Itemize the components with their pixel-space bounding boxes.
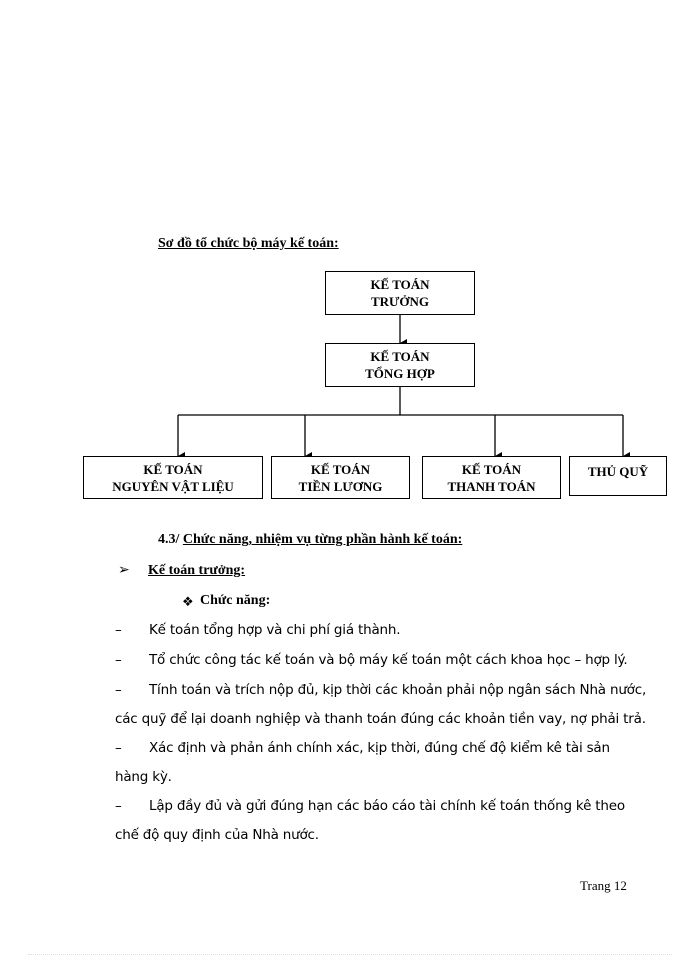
list-item	[115, 740, 633, 790]
list-item-text: các quỹ để lại doanh nghiệp và thanh toán đúng các khoản tiền vay, nợ phải trả.	[115, 711, 646, 727]
section-heading	[158, 532, 462, 548]
box-ke-toan-thanh-toan	[422, 456, 561, 499]
box-line: KẾ TOÁN	[370, 277, 430, 292]
subheading-chuc-nang: Chức năng:	[200, 593, 271, 608]
box-line: TỔNG HỢP	[365, 366, 435, 381]
page-edge-divider	[28, 954, 672, 955]
list-item-text: Tổ chức công tác kế toán và bộ máy kế toán một cách khoa học – hợp lý.	[149, 652, 628, 668]
list-item-text: Xác định và phản ánh chính xác, kịp thời, đúng chế độ kiểm kê tài sản	[149, 740, 610, 756]
box-ke-toan-nguyen-vat-lieu	[83, 456, 263, 499]
diagram-title: Sơ đồ tổ chức bộ máy kế toán:	[158, 236, 339, 251]
section-title: Chức năng, nhiệm vụ từng phần hành kế toán:	[182, 532, 463, 547]
section-number: 4.3/	[158, 532, 180, 547]
list-item	[115, 798, 633, 848]
list-item-text: Lập đầy đủ và gửi đúng hạn các báo cáo tài chính kế toán thống kê theo	[149, 798, 625, 814]
box-line: THỦ QUỸ	[587, 464, 649, 479]
box-ke-toan-truong	[325, 271, 475, 315]
arrow-bullet-icon: ➢	[118, 563, 130, 578]
box-thu-quy	[569, 456, 667, 496]
box-line: KẾ TOÁN	[310, 461, 371, 477]
box-line: NGUYÊN VẬT LIỆU	[112, 478, 234, 494]
list-item-text: chế độ quy định của Nhà nước.	[115, 827, 319, 843]
subheading-ke-toan-truong: Kế toán trưởng:	[148, 563, 246, 578]
list-item-text: hàng kỳ.	[115, 769, 172, 785]
box-line: KẾ TOÁN	[370, 349, 430, 364]
box-line: TIỀN LƯƠNG	[298, 478, 383, 494]
list-item	[115, 622, 633, 642]
dash-bullet: –	[115, 740, 122, 756]
diamond-bullet-icon: ❖	[182, 594, 194, 609]
box-line: TRƯỞNG	[370, 294, 430, 309]
dash-bullet: –	[115, 798, 122, 814]
dash-bullet: –	[115, 652, 122, 668]
dash-bullet: –	[115, 622, 122, 638]
list-item-text: Kế toán tổng hợp và chi phí giá thành.	[149, 622, 401, 638]
dash-bullet: –	[115, 682, 122, 698]
page-number: Trang 12	[580, 878, 627, 893]
box-ke-toan-tong-hop	[325, 343, 475, 387]
list-item-text: Tính toán và trích nộp đủ, kịp thời các khoản phải nộp ngân sách Nhà nước,	[149, 682, 647, 698]
box-line: KẾ TOÁN	[143, 461, 203, 477]
box-line: KẾ TOÁN	[461, 461, 522, 477]
box-ke-toan-tien-luong	[271, 456, 410, 499]
list-item	[115, 682, 647, 732]
list-item	[115, 652, 633, 672]
box-line: THANH TOÁN	[447, 478, 536, 494]
